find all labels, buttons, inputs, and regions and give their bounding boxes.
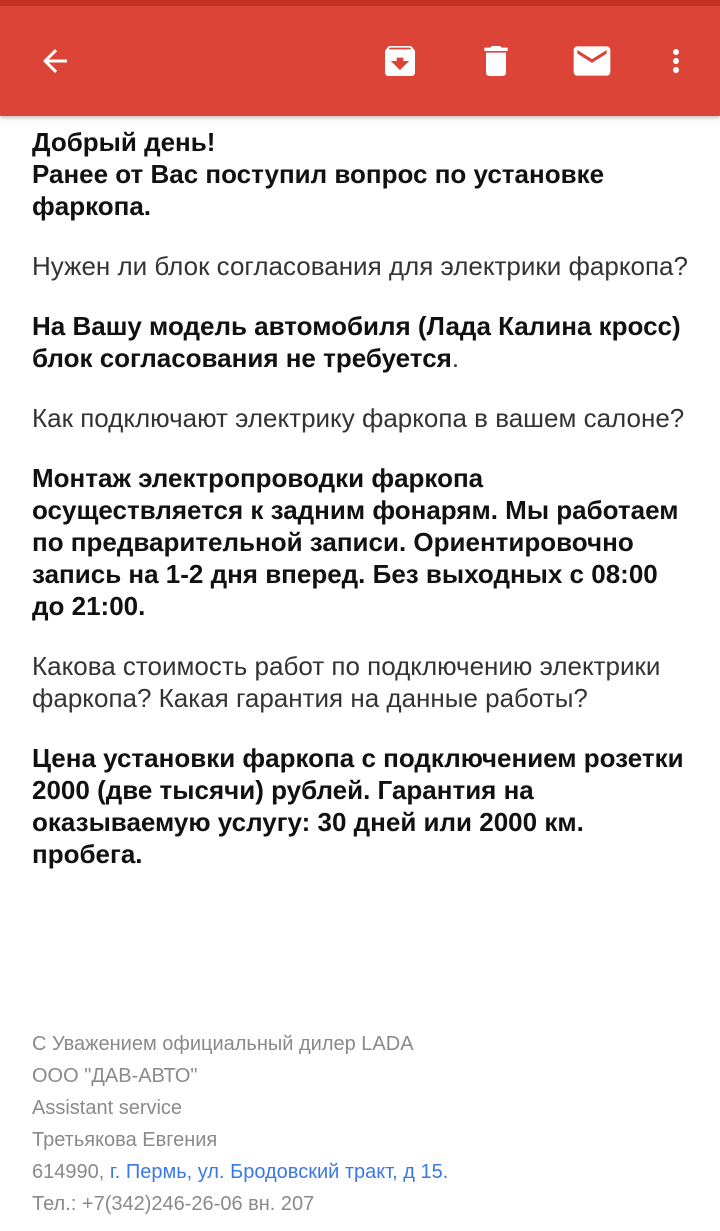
answer-1 [32, 310, 692, 374]
answer-2: Монтаж электропроводки фаркопа осуществляется к задним фонарям. Мы работаем по предварительной записи. Ориентировочно запись на 1-2 дня вперед. Без выходных с 08:00 до 21:00. [32, 463, 679, 621]
trash-icon [476, 41, 516, 81]
signature-line-1: С Уважением официальный дилер LADA [32, 1033, 414, 1055]
answer-1-text: На Вашу модель автомобиля (Лада Калина кросс) блок согласования не требуется [32, 311, 681, 373]
app-toolbar [0, 6, 720, 116]
more-options-button[interactable] [636, 6, 716, 116]
question-2: Как подключают электрику фаркопа в вашем салоне? [32, 403, 685, 433]
signature-line-3: Assistant service [32, 1097, 183, 1119]
signature-line-2: ООО "ДАВ-АВТО" [32, 1065, 198, 1087]
archive-button[interactable] [360, 6, 440, 116]
signature-address [32, 1156, 692, 1188]
archive-icon [380, 41, 420, 81]
delete-button[interactable] [456, 6, 536, 116]
signature-line-4: Третьякова Евгения [32, 1129, 218, 1151]
greeting-text: Добрый день! [32, 127, 216, 157]
signature-postcode: 614990, [32, 1161, 110, 1183]
arrow-left-icon [37, 43, 73, 79]
message-body [32, 126, 692, 870]
answer-3: Цена установки фаркопа с подключением розетки 2000 (две тысячи) рублей. Гарантия на оказываемую услугу: 30 дней или 2000 км. пробега. [32, 743, 684, 869]
question-3: Какова стоимость работ по подключению электрики фаркопа? Какая гарантия на данные работы? [32, 651, 661, 713]
back-button[interactable] [15, 6, 95, 116]
address-link[interactable]: г. Пермь, ул. Бродовский тракт, д 15. [109, 1161, 449, 1183]
intro-text: Ранее от Вас поступил вопрос по установке фаркопа. [32, 159, 605, 221]
envelope-icon [570, 39, 614, 83]
signature-block [32, 1028, 692, 1220]
mark-unread-button[interactable] [552, 6, 632, 116]
question-1: Нужен ли блок согласования для электрики фаркопа? [32, 251, 688, 281]
signature-phone: Тел.: +7(342)246-26-06 вн. 207 [32, 1193, 315, 1215]
more-vert-icon [658, 43, 694, 79]
answer-1-tail: . [451, 343, 460, 373]
